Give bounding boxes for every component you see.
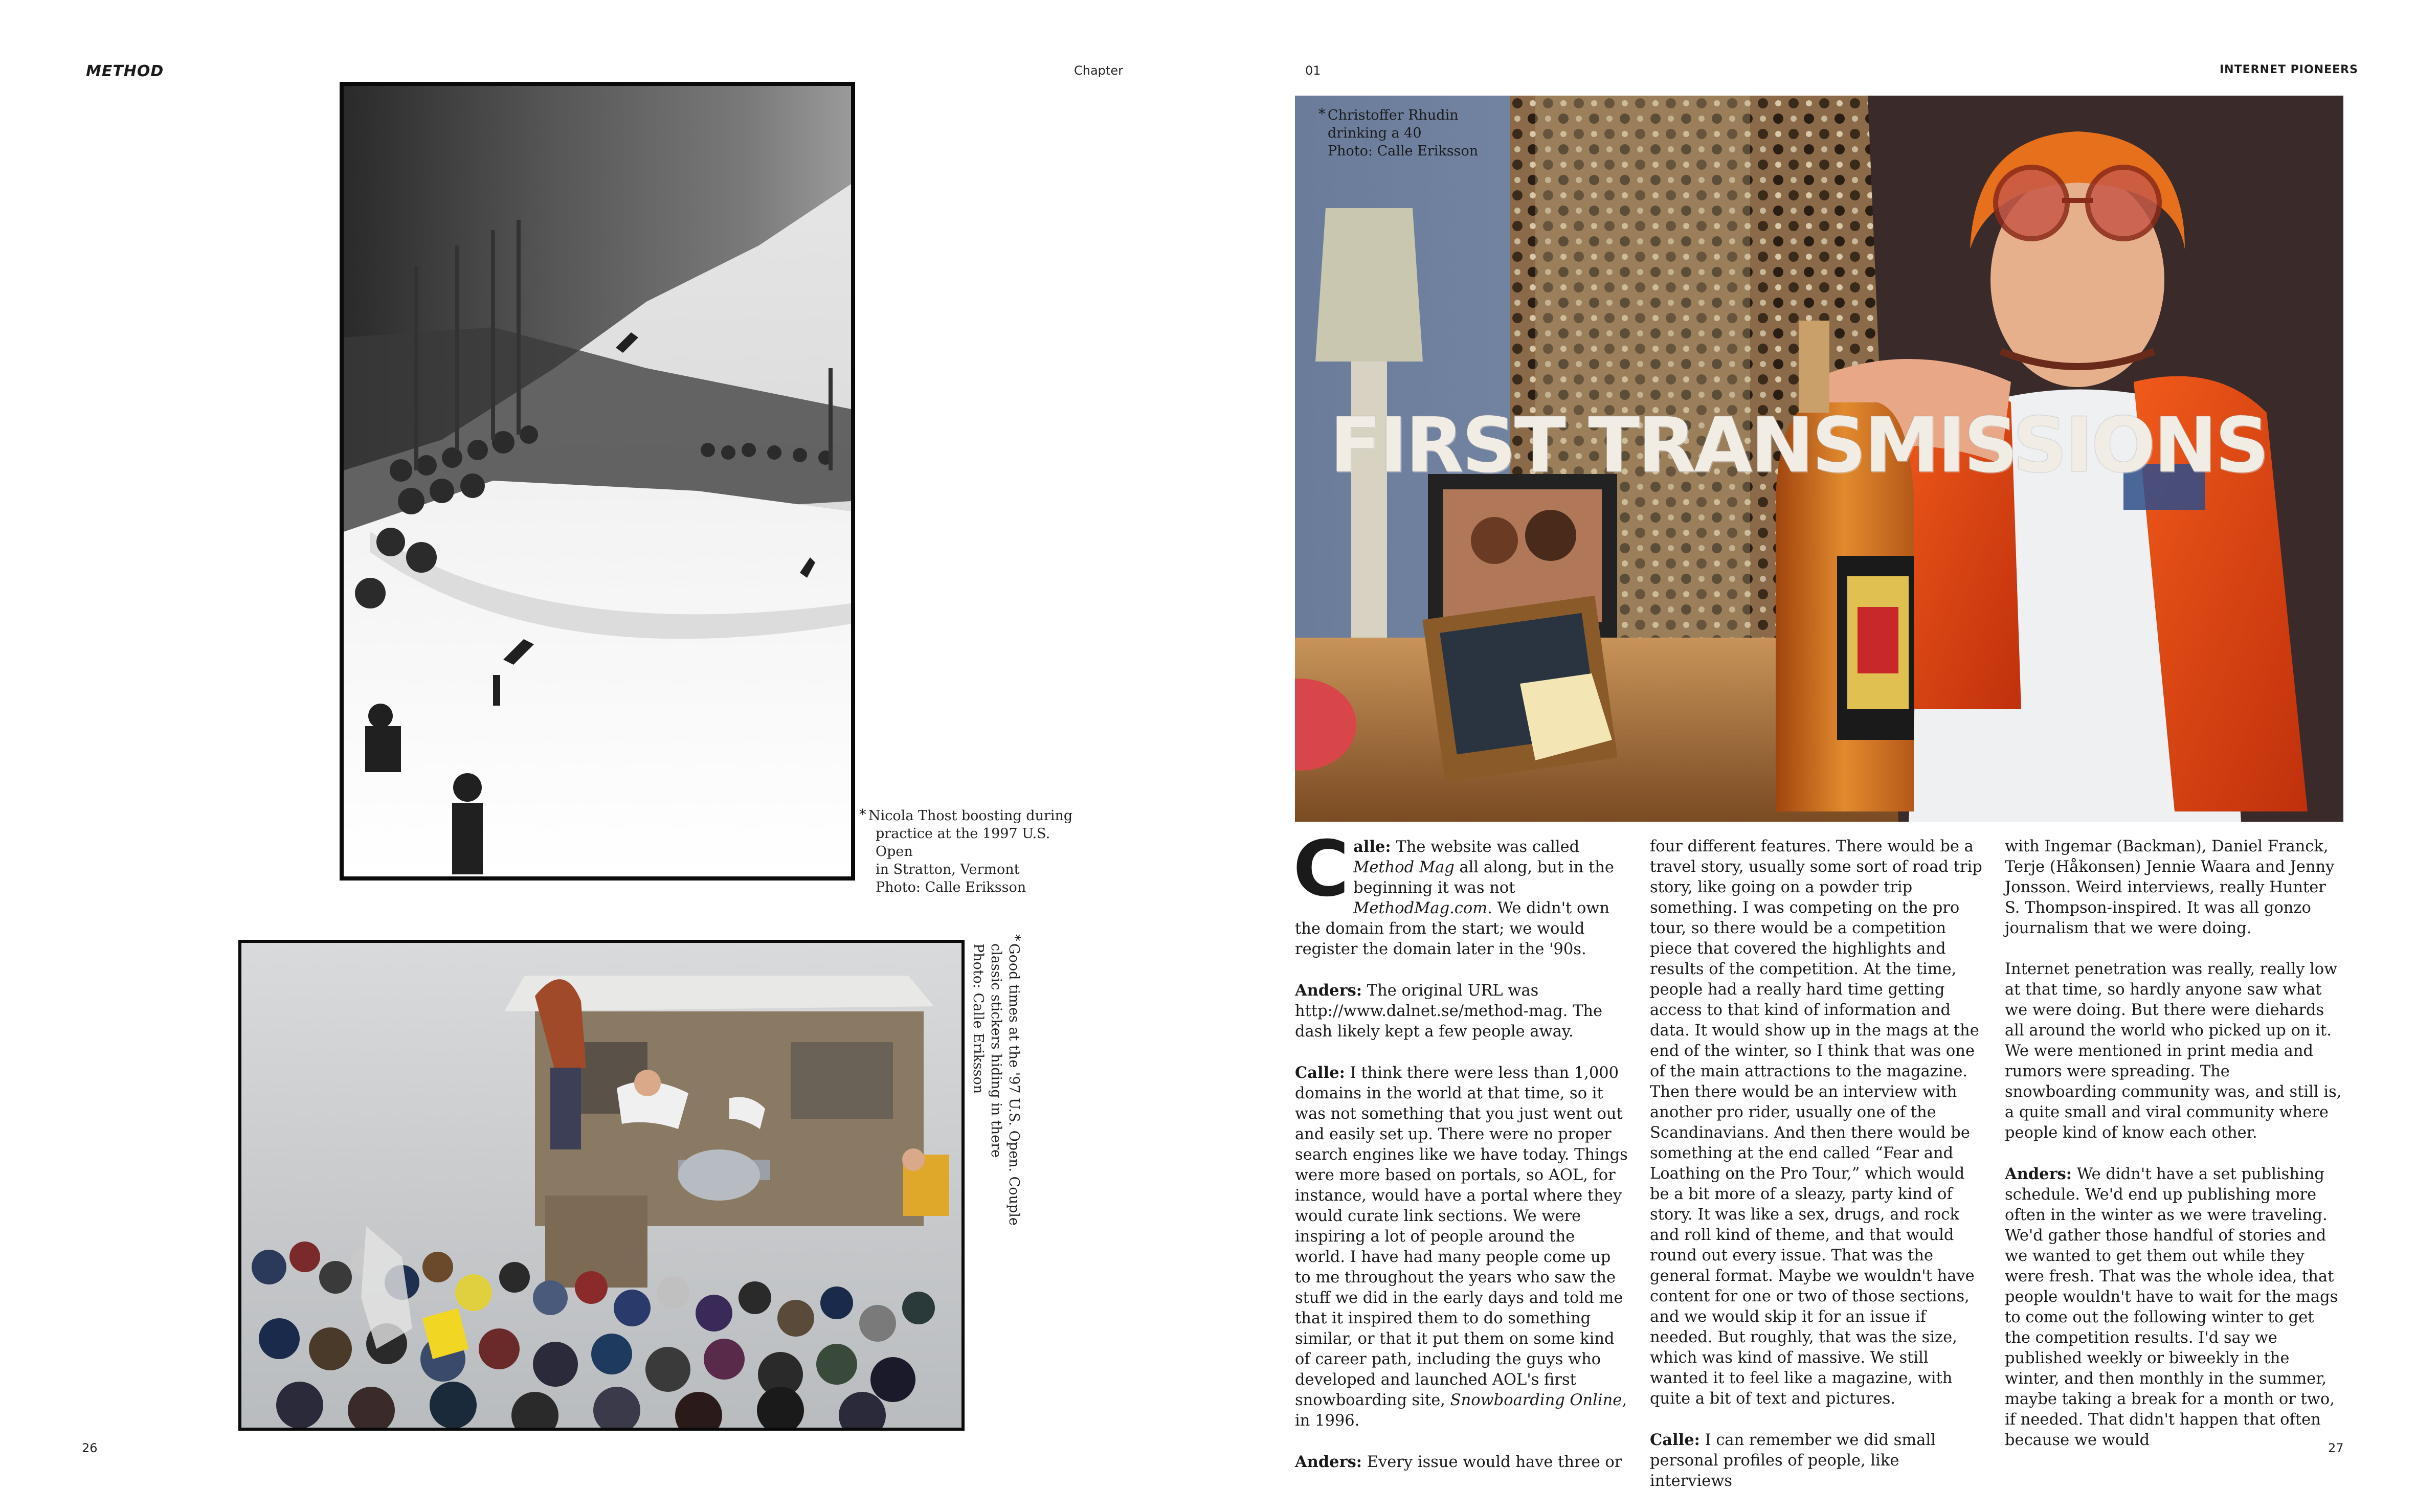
article-paragraph (2005, 959, 2342, 1143)
section-label: INTERNET PIONEERS (2220, 63, 2358, 76)
paragraph-text: The original URL was http://www.dalnet.se/method-mag. The dash likely kept a few people away. (1295, 982, 1603, 1041)
article-paragraph (2005, 837, 2342, 939)
caption-asterisk: * (859, 807, 866, 823)
drop-cap: C (1293, 825, 1350, 914)
article-paragraph (1293, 825, 1628, 960)
article-paragraph (2005, 1164, 2342, 1451)
speaker-label: alle: (1353, 838, 1391, 856)
speaker-label: Calle: (1295, 1064, 1345, 1082)
paragraph-text: We didn't have a set publishing schedule. We'd end up publishing more often in the winter as we were traveling. We'd gather those handful of stories and we wanted to get them out while they were fresh. That was the whole idea, that people wouldn't have to wait for the mags to come out the following winter to get the competition results. I'd say we published weekly or biweekly in the winter, and then monthly in the summer, maybe taking a break for a month or two, if needed. That didn't happen that often because we would (2005, 1165, 2338, 1449)
article-column-2 (1650, 837, 1983, 1512)
caption-rhudin (1318, 106, 1512, 160)
paragraph-text: Every issue would have three or (1362, 1453, 1622, 1471)
speaker-label: Anders: (1295, 981, 1362, 1000)
caption-line: classic stickers hiding in there (988, 943, 1004, 1158)
paragraph-text: , in 1996. (1295, 1391, 1627, 1430)
paragraph-text: I think there were less than 1,000 domains in the world at that time, so it was not something that you just went out and easily set up. There were no proper search engines like we have today. Things were more based on portals, so AOL, for instance, would have a portal where they would curate link sections. We were inspiring a lot of people around the world. I have had many people come up to me throughout the years who saw the stuff we did in the early days and told me that it inspired them to do something similar, or that it put them on some kind of career path, including the guys who developed and launched AOL's first snowboarding site, (1295, 1064, 1628, 1409)
paragraph-text: with Ingemar (Backman), Daniel Franck, Terje (Håkonsen) Jennie Waara and Jenny Jonsson. Weird interviews, really Hunter S. Thompson-inspired. It was all gonzo journalism that we were doing. (2005, 838, 2335, 937)
crowd-photo (238, 940, 965, 1431)
caption-line: Photo: Calle Eriksson (970, 943, 986, 1094)
left-page (0, 0, 1208, 1510)
speaker-label: Anders: (1295, 1453, 1362, 1471)
right-page (1208, 0, 2416, 1510)
italic-text: MethodMag.com (1353, 899, 1488, 917)
speaker-label: Anders: (2005, 1165, 2072, 1183)
caption-line: Good times at the '97 U.S. Open. Couple (1006, 943, 1022, 1226)
paragraph-text: . We didn't own the domain from the start; we would register the domain later in the '90s. (1295, 899, 1610, 958)
halfpipe-photo-art (340, 82, 855, 881)
caption-line: in Stratton, Vermont (876, 862, 1020, 877)
paragraph-text: all along, but in the beginning it was not (1353, 859, 1614, 897)
article-paragraph (1295, 980, 1628, 1042)
caption-asterisk: * (1318, 106, 1326, 122)
paragraph-text: Internet penetration was really, really low at that time, so hardly anyone saw what we were doing. But there were diehards all around the world who picked up on it. We were mentioned in print media and rumors were spreading. The snowboarding community was, and still is, a quite small and viral community where people kind of know each other. (2005, 960, 2342, 1142)
article-title: FIRST TRANSMISSIONS (1330, 401, 2268, 489)
article-column-1 (1293, 825, 1628, 1493)
article-column-3 (2005, 837, 2342, 1471)
caption-line: Christoffer Rhudin (1328, 107, 1459, 123)
article-paragraph (1650, 1430, 1983, 1492)
folio-right: 27 (2328, 1441, 2344, 1455)
caption-crowd (969, 934, 1023, 1250)
chapter-label: Chapter (1074, 63, 1123, 78)
article-paragraph (1295, 1063, 1628, 1431)
italic-text: Method Mag (1353, 859, 1455, 876)
italic-text: Snowboarding Online (1450, 1391, 1622, 1409)
caption-line: practice at the 1997 U.S. Open (876, 826, 1050, 860)
article-paragraph (1650, 837, 1983, 1409)
crowd-photo-art (238, 940, 965, 1431)
caption-line: Nicola Thost boosting during (868, 808, 1073, 824)
chapter-number: 01 (1305, 63, 1321, 78)
speaker-label: Calle: (1650, 1431, 1700, 1449)
halfpipe-photo (340, 82, 855, 881)
folio-left: 26 (82, 1441, 98, 1455)
caption-asterisk: * (1007, 934, 1023, 941)
caption-line: Photo: Calle Eriksson (876, 879, 1026, 895)
caption-line: drinking a 40 (1328, 125, 1422, 141)
paragraph-text: four different features. There would be a travel story, usually some sort of road trip story, like going on a powder trip something. I was competing on the pro tour, so there would be a competition piece that covered the highlights and results of the competition. At the time, people had a really hard time getting access to that kind of information and data. It would show up in the mags at the end of the winter, so I think that was one of the main attractions to the magazine. Then there would be an interview with another pro rider, usually one of the Scandinavians. And then there would be something at the end called “Fear and Loathing on the Pro Tour,” which would be a bit more of a sleazy, party kind of story. It was like a sex, drugs, and rock and roll kind of theme, and that would round out every issue. That was the general format. Maybe we wouldn't have content for one or two of those sections, and we would skip it for an issue if needed. But roughly, that was the size, which was kind of massive. We still wanted it to feel like a magazine, with quite a bit of text and pictures. (1650, 838, 1982, 1408)
rhudin-photo (1295, 96, 2343, 822)
caption-thost (859, 807, 1083, 896)
caption-line: Photo: Calle Eriksson (1328, 143, 1479, 159)
paragraph-text: The website was called (1391, 838, 1580, 856)
paragraph-text: I can remember we did small personal profiles of people, like interviews (1650, 1431, 1936, 1490)
method-logo: METHOD (86, 62, 164, 80)
article-paragraph (1295, 1452, 1628, 1473)
